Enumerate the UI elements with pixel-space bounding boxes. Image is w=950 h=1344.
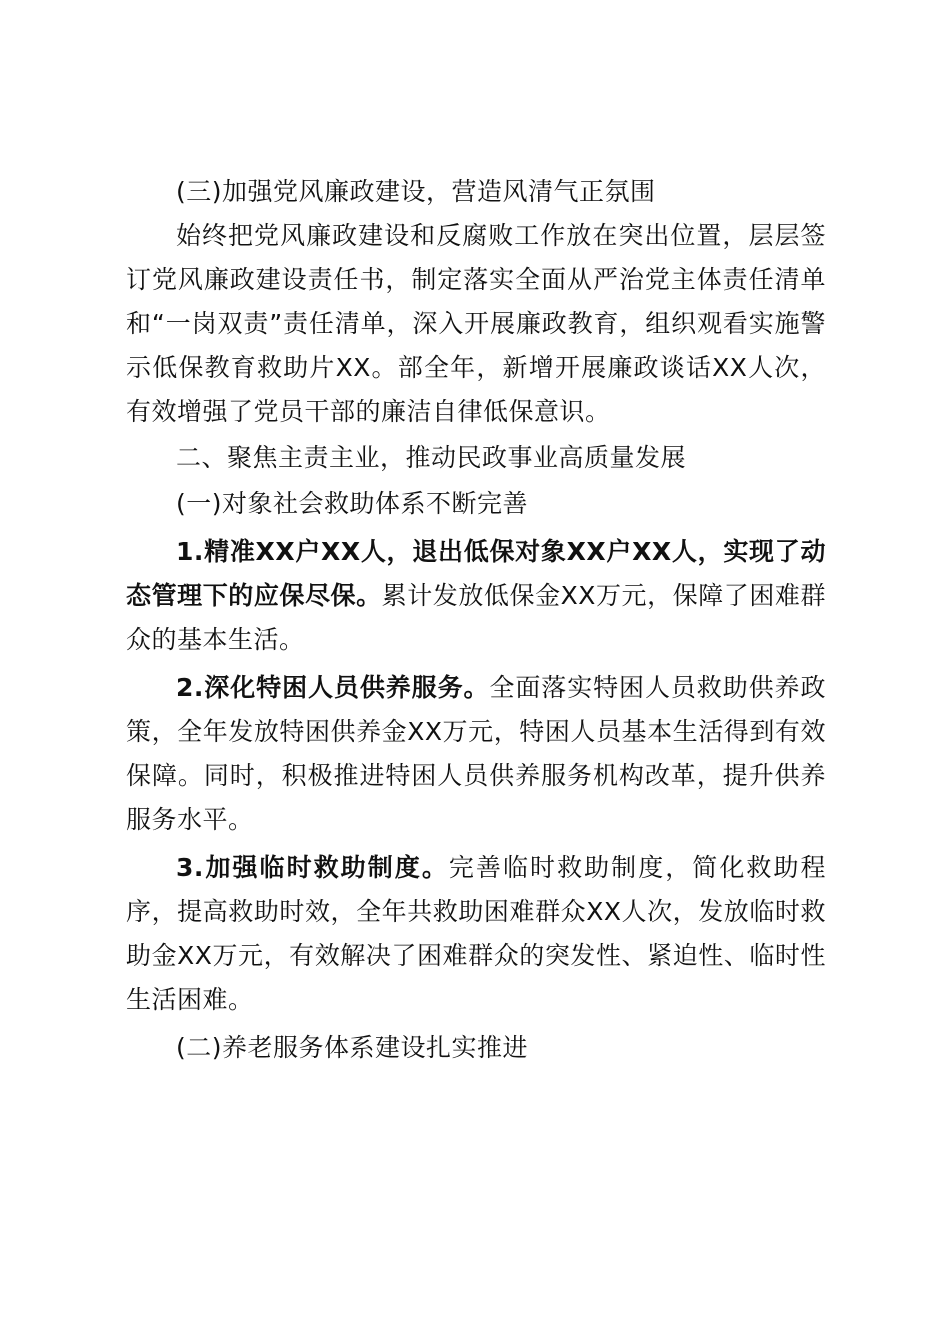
section-heading-3: (三)加强党风廉政建设，营造风清气正氛围 — [176, 177, 656, 206]
list-item-3-lead: 3.加强临时救助制度。 — [176, 853, 449, 882]
list-item-2-lead: 2.深化特困人员供养服务。 — [176, 673, 490, 702]
list-item-1-text: 累计发放低保金XX万元，保障了困难群众的基本生活。 — [126, 581, 826, 654]
part-two-title: 二、聚焦主责主业，推动民政事业高质量发展 — [176, 443, 687, 472]
list-item-3 — [126, 846, 826, 1022]
subsection-heading-1: (一)对象社会救助体系不断完善 — [176, 489, 529, 518]
list-item-2 — [126, 666, 826, 842]
document-body — [126, 168, 826, 1070]
list-item-3-text: 完善临时救助制度，简化救助程序，提高救助时效，全年共救助困难群众XX人次，发放临时救助金XX万元，有效解决了困难群众的突发性、紧迫性、临时性生活困难。 — [126, 853, 826, 1014]
section-paragraph-3: 始终把党风廉政建设和反腐败工作放在突出位置，层层签订党风廉政建设责任书，制定落实全面从严治党主体责任清单和“一岗双责”责任清单，深入开展廉政教育，组织观看实施警示低保教育救助片XX。部全年，新增开展廉政谈话XX人次，有效增强了党员干部的廉洁自律低保意识。 — [126, 221, 826, 426]
list-item-1-lead: 1.精准XX户XX人，退出低保对象XX户XX人，实现了动态管理下的应保尽保。 — [126, 537, 826, 610]
list-item-2-text: 全面落实特困人员救助供养政策，全年发放特困供养金XX万元，特困人员基本生活得到有效保障。同时，积极推进特困人员供养服务机构改革，提升供养服务水平。 — [126, 673, 826, 834]
subsection-heading-2: (二)养老服务体系建设扎实推进 — [176, 1033, 529, 1062]
list-item-1 — [126, 530, 826, 662]
